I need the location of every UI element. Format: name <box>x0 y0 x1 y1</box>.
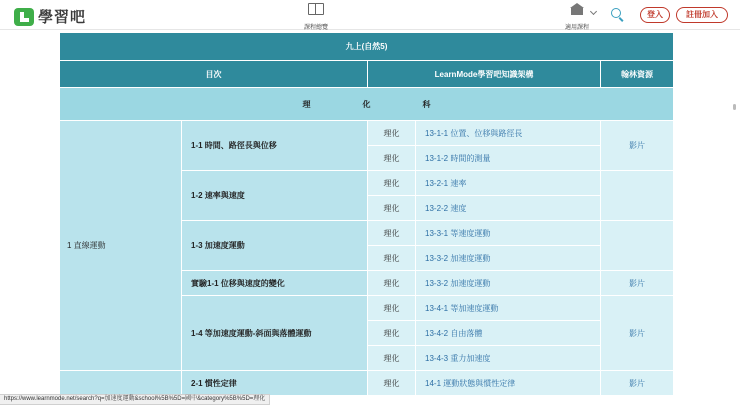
knowledge-node-link[interactable]: 13-4-2 自由落體 <box>416 321 601 346</box>
logo-text: 學習吧 <box>38 9 87 26</box>
subject-cell: 理化 <box>368 296 416 321</box>
register-button[interactable]: 註冊加入 <box>676 7 728 23</box>
section-cell: 1-2 速率與速度 <box>182 171 368 221</box>
knowledge-node-link[interactable]: 13-4-3 重力加速度 <box>416 346 601 371</box>
column-header-toc: 目次 <box>60 61 368 88</box>
resource-empty-cell <box>601 221 674 271</box>
column-header-hanlin: 翰林資源 <box>601 61 674 88</box>
subject-cell: 理化 <box>368 121 416 146</box>
knowledge-node-link[interactable]: 13-1-2 時間的測量 <box>416 146 601 171</box>
site-logo[interactable] <box>14 6 86 27</box>
knowledge-node-link[interactable]: 13-3-1 等速度運動 <box>416 221 601 246</box>
knowledge-node-link[interactable]: 13-4-1 等加速度運動 <box>416 296 601 321</box>
section-cell: 1-4 等加速度運動-斜面與落體運動 <box>182 296 368 371</box>
section-cell: 1-1 時間、路徑長與位移 <box>182 121 368 171</box>
knowledge-node-link[interactable]: 13-1-1 位置、位移與路徑長 <box>416 121 601 146</box>
login-button[interactable]: 登入 <box>640 7 670 23</box>
book-icon <box>308 3 324 15</box>
knowledge-node-link[interactable]: 13-2-1 速率 <box>416 171 601 196</box>
subject-cell: 理化 <box>368 346 416 371</box>
subject-cell: 理化 <box>368 196 416 221</box>
column-header-learnmode: LearnMode學習吧知識架構 <box>368 61 601 88</box>
section-cell: 2-1 慣性定律 <box>182 371 368 396</box>
subject-cell: 理化 <box>368 146 416 171</box>
curriculum-table <box>59 32 674 396</box>
table-row <box>60 121 674 146</box>
subject-cell: 理化 <box>368 246 416 271</box>
section-cell: 實驗1-1 位移與速度的變化 <box>182 271 368 296</box>
video-resource-link[interactable]: 影片 <box>601 271 674 296</box>
subject-header: 理化科 <box>60 88 674 121</box>
chapter-cell <box>60 371 182 396</box>
top-navbar <box>0 0 740 30</box>
section-cell: 1-3 加速度運動 <box>182 221 368 271</box>
scrollbar-thumb[interactable] <box>733 104 736 110</box>
resource-empty-cell <box>601 171 674 221</box>
video-resource-link[interactable]: 影片 <box>601 371 674 396</box>
course-overview-label: 課程總覽 <box>303 25 328 31</box>
video-resource-link[interactable]: 影片 <box>601 121 674 171</box>
search-icon[interactable] <box>611 8 621 18</box>
subject-cell: 理化 <box>368 221 416 246</box>
chapter-cell: 1 直線運動 <box>60 121 182 371</box>
knowledge-node-link[interactable]: 13-3-2 加速度運動 <box>416 246 601 271</box>
subject-cell: 理化 <box>368 271 416 296</box>
status-bar-url: https://www.learnmode.net/search?q=加速度運動&school%5B%5D=國中&category%5B%5D=理化 <box>0 394 270 405</box>
knowledge-node-link[interactable]: 14-1 運動狀態與慣性定律 <box>416 371 601 396</box>
applicable-courses-menu[interactable] <box>562 2 592 34</box>
school-icon <box>570 3 584 15</box>
video-resource-link[interactable]: 影片 <box>601 296 674 371</box>
table-row <box>60 371 674 396</box>
logo-icon <box>14 8 34 26</box>
knowledge-node-link[interactable]: 13-2-2 速度 <box>416 196 601 221</box>
course-overview-link[interactable] <box>300 2 332 34</box>
knowledge-node-link[interactable]: 13-3-2 加速度運動 <box>416 271 601 296</box>
subject-cell: 理化 <box>368 171 416 196</box>
table-title: 九上(自然5) <box>60 33 674 61</box>
subject-cell: 理化 <box>368 371 416 396</box>
subject-cell: 理化 <box>368 321 416 346</box>
applicable-courses-label: 適用課程 <box>564 25 589 31</box>
